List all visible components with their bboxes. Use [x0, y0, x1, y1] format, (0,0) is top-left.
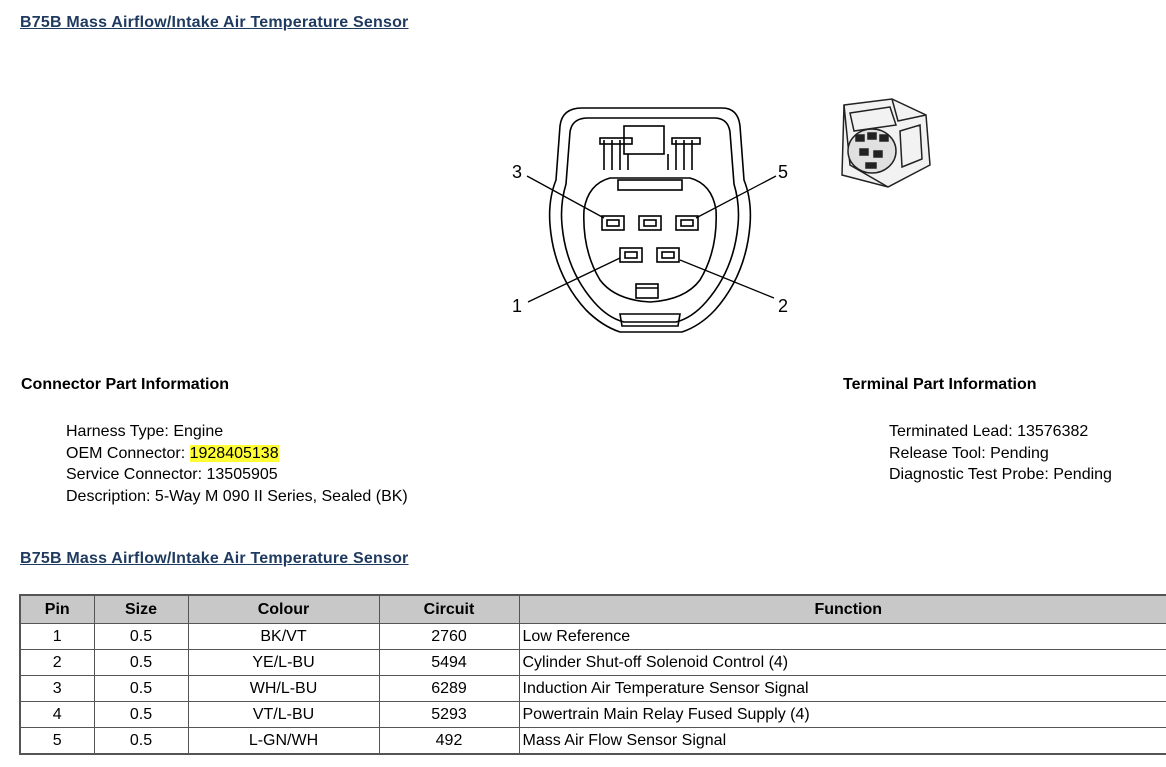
header-function: Function — [519, 595, 1166, 624]
cell-circuit: 5494 — [379, 650, 519, 676]
cell-size: 0.5 — [94, 728, 188, 755]
cell-size: 0.5 — [94, 702, 188, 728]
header-circuit: Circuit — [379, 595, 519, 624]
oem-connector-value: 1928405138 — [189, 444, 279, 462]
cell-colour: YE/L-BU — [188, 650, 379, 676]
pin-table — [19, 594, 1166, 755]
pin-2-callout: 2 — [778, 296, 789, 316]
cell-colour: WH/L-BU — [188, 676, 379, 702]
connector-face-diagram — [500, 100, 800, 350]
cell-pin: 4 — [20, 702, 94, 728]
release-tool: Release Tool: Pending — [889, 444, 1049, 462]
cell-size: 0.5 — [94, 676, 188, 702]
connector-info-heading: Connector Part Information — [21, 376, 230, 393]
cell-size: 0.5 — [94, 624, 188, 650]
pin-1-callout: 1 — [512, 296, 523, 316]
cell-colour: L-GN/WH — [188, 728, 379, 755]
pin-table-header-row — [20, 595, 1166, 624]
harness-type: Harness Type: Engine — [66, 423, 224, 440]
terminal-info-heading: Terminal Part Information — [843, 376, 1037, 393]
cell-pin: 5 — [20, 728, 94, 755]
cell-colour: BK/VT — [188, 624, 379, 650]
cell-function: Cylinder Shut-off Solenoid Control (4) — [519, 650, 1166, 676]
connector-info-list — [66, 421, 408, 507]
connector-thumbnail-image — [830, 95, 940, 195]
cell-size: 0.5 — [94, 650, 188, 676]
terminal-info-list — [889, 421, 1112, 486]
cell-circuit: 6289 — [379, 676, 519, 702]
cell-function: Mass Air Flow Sensor Signal — [519, 728, 1166, 755]
table-row — [20, 702, 1166, 728]
table-row — [20, 728, 1166, 755]
table-title: B75B Mass Airflow/Intake Air Temperature Sensor — [20, 550, 409, 567]
cell-colour: VT/L-BU — [188, 702, 379, 728]
connector-description: Description: 5-Way M 090 II Series, Sealed (BK) — [66, 487, 408, 505]
page-title: B75B Mass Airflow/Intake Air Temperature Sensor — [20, 14, 409, 31]
cell-function: Low Reference — [519, 624, 1166, 650]
cell-circuit: 2760 — [379, 624, 519, 650]
diagnostic-probe: Diagnostic Test Probe: Pending — [889, 466, 1112, 483]
table-row — [20, 650, 1166, 676]
header-pin: Pin — [20, 595, 94, 624]
cell-pin: 1 — [20, 624, 94, 650]
oem-connector-label: OEM Connector: — [66, 444, 190, 462]
cell-function: Induction Air Temperature Sensor Signal — [519, 676, 1166, 702]
table-row — [20, 676, 1166, 702]
cell-pin: 3 — [20, 676, 94, 702]
cell-circuit: 5293 — [379, 702, 519, 728]
service-connector: Service Connector: 13505905 — [66, 466, 278, 483]
oem-connector — [66, 443, 408, 465]
table-row — [20, 624, 1166, 650]
cell-pin: 2 — [20, 650, 94, 676]
cell-circuit: 492 — [379, 728, 519, 755]
cell-function: Powertrain Main Relay Fused Supply (4) — [519, 702, 1166, 728]
header-size: Size — [94, 595, 188, 624]
pin-5-callout: 5 — [778, 162, 789, 182]
pin-3-callout: 3 — [512, 162, 523, 182]
terminated-lead: Terminated Lead: 13576382 — [889, 423, 1089, 440]
header-colour: Colour — [188, 595, 379, 624]
